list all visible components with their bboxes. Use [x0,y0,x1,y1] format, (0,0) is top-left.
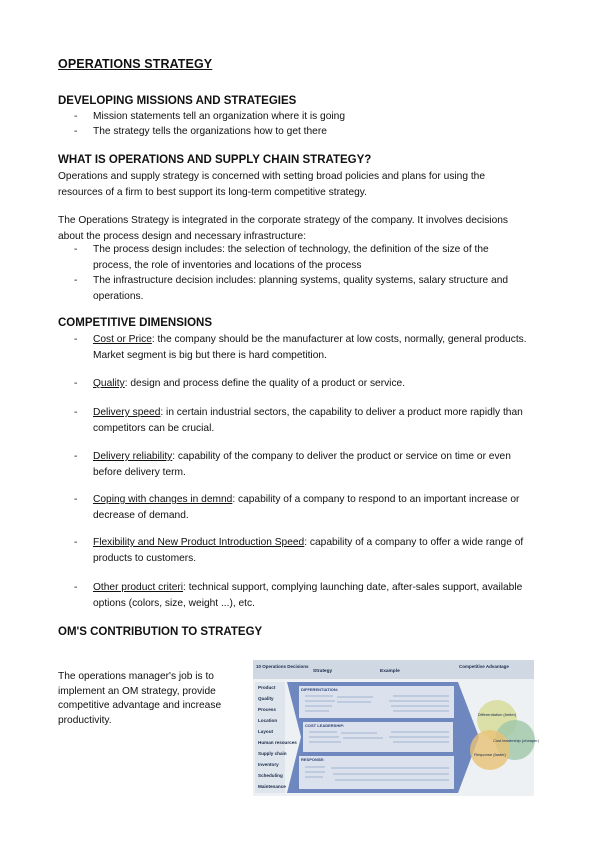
item-term: Cost or Price [93,334,152,345]
decision-item: Quality [258,696,274,701]
bullet-text: Mission statements tell an organization where it is going [93,111,345,122]
item-text: : capability of a company to respond to an important increase or decrease of demand. [93,494,520,521]
response-circle [470,730,510,770]
list-item: - Flexibility and New Product Introduction Speed: capability of a company to offer a wide range of products to customers. [74,537,524,564]
page-title: OPERATIONS STRATEGY [58,57,213,71]
decision-item: Maintenance [258,784,286,789]
item-term: Delivery reliability [93,451,173,462]
decision-item: Layout [258,729,274,734]
decision-item: Product [258,685,276,690]
section-heading-competitive-dimensions: COMPETITIVE DIMENSIONS [58,317,212,329]
item-text: : the company should be the manufacturer at low costs, normally, general products. Market segment is big but there is hard competition. [93,334,527,361]
list-item: - Cost or Price: the company should be the manufacturer at low costs, normally, general products. Market segment is big but there is hard competition. [74,334,527,361]
item-term: Quality [93,378,125,389]
list-item: - Delivery speed: in certain industrial sectors, the capability to deliver a product more rapidly than competitors can be crucial. [74,407,523,434]
bullet-text: The infrastructure decision includes: planning systems, quality systems, salary structure and operations. [93,275,509,302]
list-item: - The strategy tells the organizations how to get there [74,126,327,137]
strategy-label: DIFFERENTIATION: [301,687,339,692]
decision-item: Inventory [258,762,279,767]
item-text: : capability of a company to offer a wide range of products to customers. [93,537,524,564]
decision-item: Human resources [258,740,297,745]
section-heading-supply-chain: WHAT IS OPERATIONS AND SUPPLY CHAIN STRATEGY? [58,154,372,166]
item-term: Flexibility and New Product Introduction Speed [93,537,305,548]
item-text: : technical support, complying launching date, after-sales support, available options (colors, size, weight ...), etc. [93,582,523,609]
strategy-label: COST LEADERSHIP: [305,723,345,728]
list-item: - Mission statements tell an organization where it is going [74,111,345,122]
list-item: - Delivery reliability: capability of the company to deliver the product or service on time or even before delivery term. [74,451,511,478]
decision-item: Scheduling [258,773,283,778]
list-item: - Quality: design and process define the quality of a product or service. [74,378,406,389]
figure-svg [253,660,540,796]
om-description: The operations manager's job is to implement an OM strategy, provide competitive advantage and increase productivity. [58,671,222,726]
item-text: : capability of the company to deliver the product or service on time or even before delivery term. [93,451,511,478]
bullet-text: The strategy tells the organizations how to get there [93,126,327,137]
section-heading-missions: DEVELOPING MISSIONS AND STRATEGIES [58,95,297,107]
item-term: Other product criteri [93,582,184,593]
list-item: - Coping with changes in demnd: capability of a company to respond to an important increase or decrease of demand. [74,494,520,521]
bullet-text: The process design includes: the selection of technology, the definition of the size of the process, the role of inventories and locations of the process [93,244,489,271]
advantage-label: Differentiation (better) [477,712,517,717]
item-term: Coping with changes in demnd [93,494,233,505]
item-term: Delivery speed [93,407,161,418]
header-example: Example [380,669,400,674]
item-text: : in certain industrial sectors, the capability to deliver a product more rapidly than competitors can be crucial. [93,407,523,434]
list-item: - Other product criteri: technical support, complying launching date, after-sales support, available options (colors, size, weight ...), etc. [74,582,523,609]
strategy-label: RESPONSE: [301,757,325,762]
advantage-label: Cost leadership (cheaper) [492,738,540,743]
decision-item: Process [258,707,276,712]
list-item: - The process design includes: the selection of technology, the definition of the size of the process, the role of inventories and locations of the process [74,244,489,271]
decision-item: Location [258,718,278,723]
header-strategy: Strategy [313,669,333,674]
paragraph: The Operations Strategy is integrated in the corporate strategy of the company. It involves decisions about the process design and necessary infrastructure: [58,215,508,242]
header-advantage: Competitive Advantage [459,664,509,669]
paragraph: Operations and supply strategy is concerned with setting broad policies and plans for using the resources of a firm to best support its long-term competitive strategy. [58,171,485,198]
list-item: - The infrastructure decision includes: planning systems, quality systems, salary structure and operations. [74,275,509,302]
advantage-label: Response (faster) [474,752,506,757]
header-decisions: 10 Operations Decisions [256,664,309,669]
decision-item: Supply chain [258,751,287,756]
section-heading-om-contribution: OM'S CONTRIBUTION TO STRATEGY [58,626,263,638]
om-strategy-figure [253,660,540,796]
item-text: : design and process define the quality of a product or service. [124,378,406,389]
